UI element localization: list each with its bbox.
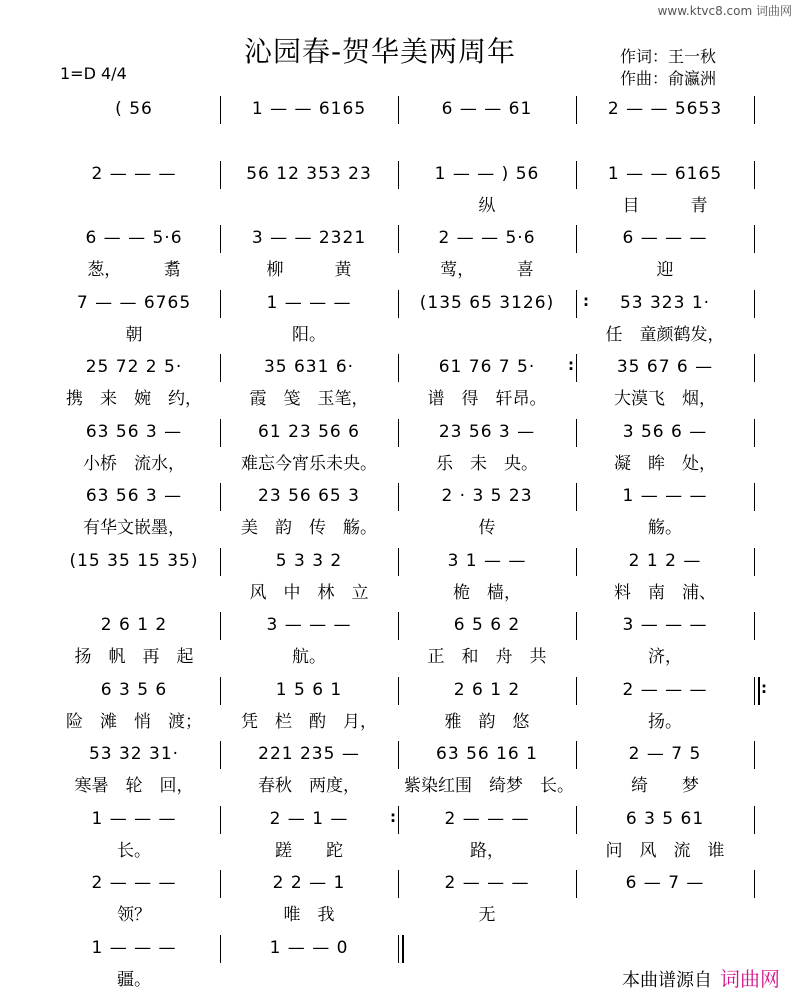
measure-lyrics bbox=[54, 580, 214, 606]
measure-lyrics: 寒暑 轮 回， bbox=[74, 776, 194, 796]
barline bbox=[220, 354, 221, 382]
measure-notes: (135 65 3126) bbox=[419, 292, 555, 313]
measure-lyrics: 春秋 两度， bbox=[258, 776, 360, 796]
measure-notes: 53 323 1· bbox=[619, 292, 711, 313]
measure-lyrics bbox=[54, 128, 214, 154]
song-title: 沁园春-贺华美两周年 bbox=[243, 35, 517, 68]
measure-lyrics: 桅 樯， bbox=[453, 582, 521, 603]
score-system bbox=[48, 675, 760, 745]
barline bbox=[220, 741, 221, 769]
barline bbox=[754, 548, 755, 576]
measure-lyrics bbox=[582, 902, 748, 928]
composer-name: 俞瀛洲 bbox=[668, 69, 717, 88]
notes-row bbox=[48, 417, 760, 447]
measure-notes: 1 — — 6165 bbox=[607, 163, 723, 184]
score-system bbox=[48, 481, 760, 551]
barline bbox=[576, 483, 577, 511]
measure-notes: 56 12 353 23 bbox=[246, 163, 372, 184]
measure-lyrics: 任 童颜鹤发， bbox=[605, 324, 725, 345]
score-system bbox=[48, 546, 760, 616]
barline bbox=[398, 225, 399, 253]
lyric-row bbox=[48, 322, 760, 348]
measure-lyrics bbox=[226, 193, 392, 219]
lyric-row bbox=[48, 451, 760, 477]
measure-notes: 2 — — — bbox=[91, 873, 177, 893]
measure-lyrics: 阳。 bbox=[292, 324, 326, 345]
measure-lyrics: 纵 bbox=[478, 195, 496, 216]
barline bbox=[754, 612, 755, 640]
notes-row bbox=[48, 739, 760, 769]
measure-lyrics bbox=[404, 128, 570, 154]
credits bbox=[620, 46, 716, 90]
measure-notes: 6 5 6 2 bbox=[453, 615, 521, 635]
measure-lyrics: 紫染红围 绮梦 长。 bbox=[404, 776, 574, 796]
barline bbox=[576, 741, 577, 769]
measure-notes: (15 35 15 35) bbox=[69, 550, 199, 571]
measure-lyrics: 传 bbox=[478, 518, 496, 538]
notes-row bbox=[48, 675, 760, 705]
barline bbox=[576, 354, 577, 382]
barline bbox=[398, 483, 399, 511]
barline bbox=[576, 612, 577, 640]
barline bbox=[398, 548, 399, 576]
measure-lyrics: 料 南 浦、 bbox=[614, 582, 716, 603]
measure-notes: 1 — — — bbox=[91, 808, 177, 829]
measure-notes: 3 — — — bbox=[622, 615, 708, 635]
measure-notes: 1 — — 6165 bbox=[251, 99, 367, 119]
measure-lyrics bbox=[226, 128, 392, 154]
measure-notes: 2 — — — bbox=[91, 163, 177, 184]
measure-notes: 7 — — 6765 bbox=[76, 292, 192, 313]
score-system bbox=[48, 288, 760, 358]
footer-brand[interactable]: 词曲网 bbox=[720, 967, 780, 991]
barline bbox=[754, 161, 755, 189]
measure-lyrics: 迎 bbox=[656, 260, 674, 280]
measure-lyrics: 险 滩 悄 渡； bbox=[66, 711, 202, 732]
measure-lyrics: 谱 得 轩昂。 bbox=[427, 389, 547, 409]
measure-notes: 63 56 16 1 bbox=[436, 744, 538, 764]
measure-lyrics: 大漠飞 烟， bbox=[614, 389, 716, 409]
site-watermark: www.ktvc8.com 词曲网 bbox=[657, 4, 792, 18]
barline bbox=[754, 419, 755, 447]
measure-notes: 2 — 1 — bbox=[269, 808, 349, 829]
barline bbox=[398, 741, 399, 769]
measure-notes: 2 — — — bbox=[622, 679, 708, 700]
barline bbox=[398, 806, 399, 834]
measure-lyrics: 霞 笺 玉笔， bbox=[249, 389, 369, 409]
measure-lyrics: 航。 bbox=[292, 647, 326, 667]
measure-lyrics: 有华文嵌墨， bbox=[83, 518, 185, 538]
measure-lyrics: 济， bbox=[648, 647, 682, 667]
barline bbox=[220, 935, 221, 963]
lyric-row bbox=[48, 128, 760, 154]
barline bbox=[576, 161, 577, 189]
composer-row bbox=[620, 68, 716, 90]
lyric-row bbox=[48, 902, 760, 928]
barline bbox=[220, 96, 221, 124]
score-system bbox=[48, 159, 760, 229]
measure-notes: 1 — — — bbox=[91, 937, 177, 958]
measure-notes: 6 — — — bbox=[622, 228, 708, 248]
measure-notes: 2 — — 5653 bbox=[607, 99, 723, 119]
measure-notes: 5 3 3 2 bbox=[275, 550, 343, 571]
barline bbox=[754, 290, 755, 318]
measure-notes: 61 23 56 6 bbox=[258, 421, 360, 442]
barline bbox=[398, 677, 399, 705]
barline bbox=[576, 870, 577, 898]
barline bbox=[220, 612, 221, 640]
measure-notes: 1 — — — bbox=[266, 292, 352, 313]
measure-notes: 2 — 7 5 bbox=[628, 744, 702, 764]
barline bbox=[576, 225, 577, 253]
barline bbox=[754, 870, 755, 898]
measure-notes: 6 — — 5·6 bbox=[85, 228, 183, 248]
lyric-row bbox=[48, 644, 760, 670]
barline bbox=[220, 161, 221, 189]
measure-lyrics: 觞。 bbox=[648, 518, 682, 538]
notes-row bbox=[48, 546, 760, 576]
barline bbox=[398, 612, 399, 640]
measure-lyrics: 唯 我 bbox=[283, 905, 335, 925]
barline bbox=[220, 870, 221, 898]
barline bbox=[576, 290, 577, 318]
measure-lyrics bbox=[404, 967, 570, 993]
source-footer bbox=[622, 963, 780, 992]
measure-notes: 23 56 3 — bbox=[438, 421, 536, 442]
measure-lyrics: 正 和 舟 共 bbox=[427, 647, 547, 667]
measure-notes: 221 235 — bbox=[258, 744, 360, 764]
measure-lyrics: 疆。 bbox=[117, 969, 151, 990]
measure-lyrics: 朝 bbox=[125, 324, 143, 345]
measure-lyrics: 扬 帆 再 起 bbox=[74, 647, 194, 667]
lyric-row bbox=[48, 386, 760, 412]
barline bbox=[754, 677, 755, 705]
score-system bbox=[48, 739, 760, 809]
barline bbox=[576, 419, 577, 447]
measure-notes: 2 6 1 2 bbox=[100, 615, 168, 635]
notes-row bbox=[48, 933, 760, 963]
barline bbox=[576, 806, 577, 834]
barline bbox=[754, 354, 755, 382]
measure-lyrics: 美 韵 传 觞。 bbox=[241, 518, 377, 538]
score-system bbox=[48, 804, 760, 874]
notes-row bbox=[48, 352, 760, 382]
notes-row bbox=[48, 223, 760, 253]
notes-row bbox=[48, 610, 760, 640]
barline bbox=[398, 161, 399, 189]
footer-text: 本曲谱源自 bbox=[622, 970, 712, 991]
lyric-row bbox=[48, 773, 760, 799]
notes-row bbox=[48, 288, 760, 318]
final-barline bbox=[398, 935, 399, 963]
measure-lyrics: 难忘今宵乐未央。 bbox=[241, 453, 377, 474]
measure-notes: 2 — — 5·6 bbox=[438, 228, 536, 248]
measure-lyrics bbox=[226, 967, 392, 993]
measure-lyrics bbox=[404, 322, 570, 348]
measure-lyrics: 问 风 流 谁 bbox=[605, 840, 725, 861]
measure-notes bbox=[404, 933, 570, 963]
measure-lyrics: 葱， 翥 bbox=[87, 260, 181, 280]
barline bbox=[754, 483, 755, 511]
lyricist-label: 作词： bbox=[620, 47, 669, 66]
measure-notes: 1 5 6 1 bbox=[275, 679, 343, 700]
measure-notes: 35 631 6· bbox=[263, 357, 355, 377]
measure-notes: ( 56 bbox=[115, 99, 153, 119]
notes-row bbox=[48, 868, 760, 898]
measure-notes: 35 67 6 — bbox=[616, 357, 714, 377]
score-system bbox=[48, 868, 760, 938]
barline bbox=[220, 419, 221, 447]
measure-lyrics: 小桥 流水， bbox=[83, 453, 185, 474]
lyric-row bbox=[48, 193, 760, 219]
barline bbox=[576, 548, 577, 576]
measure-lyrics: 凭 栏 酌 月， bbox=[241, 711, 377, 732]
barline bbox=[220, 548, 221, 576]
measure-notes: 2 · 3 5 23 bbox=[441, 486, 533, 506]
key-signature: 1=D 4/4 bbox=[60, 64, 127, 83]
score-system bbox=[48, 352, 760, 422]
measure-notes: 6 — 7 — bbox=[625, 873, 705, 893]
measure-lyrics: 扬。 bbox=[648, 711, 682, 732]
measure-lyrics: 无 bbox=[478, 905, 496, 925]
lyric-row bbox=[48, 257, 760, 283]
measure-notes: 2 — — — bbox=[444, 808, 530, 829]
notes-row bbox=[48, 481, 760, 511]
measure-lyrics: 长。 bbox=[117, 840, 151, 861]
measure-notes: 2 — — — bbox=[444, 873, 530, 893]
barline bbox=[220, 290, 221, 318]
barline bbox=[398, 419, 399, 447]
measure-notes: 6 3 5 61 bbox=[625, 808, 705, 829]
lyric-row bbox=[48, 580, 760, 606]
notes-row bbox=[48, 804, 760, 834]
barline bbox=[576, 677, 577, 705]
measure-lyrics: 绮 梦 bbox=[631, 776, 699, 796]
composer-label: 作曲： bbox=[620, 69, 669, 88]
measure-lyrics: 柳 黄 bbox=[266, 260, 352, 280]
score-system bbox=[48, 223, 760, 293]
notes-row bbox=[48, 159, 760, 189]
barline bbox=[754, 741, 755, 769]
measure-notes: 1 — — 0 bbox=[269, 937, 349, 958]
barline bbox=[220, 483, 221, 511]
measure-lyrics: 路， bbox=[470, 840, 504, 861]
barline bbox=[754, 225, 755, 253]
barline bbox=[220, 225, 221, 253]
barline bbox=[398, 96, 399, 124]
barline bbox=[398, 290, 399, 318]
notes-row bbox=[48, 94, 760, 124]
measure-notes: 2 6 1 2 bbox=[453, 679, 521, 700]
measure-notes: 53 32 31· bbox=[88, 744, 180, 764]
measure-notes: 63 56 3 — bbox=[85, 486, 183, 506]
measure-notes: 1 — — — bbox=[622, 486, 708, 506]
measure-lyrics: 风 中 林 立 bbox=[249, 582, 369, 603]
measure-notes: 25 72 2 5· bbox=[85, 357, 183, 377]
lyricist-name: 王一秋 bbox=[668, 47, 717, 66]
measure-notes: 6 — — 61 bbox=[441, 99, 533, 119]
measure-lyrics: 蹉 跎 bbox=[275, 840, 343, 861]
measure-notes: 23 56 65 3 bbox=[258, 486, 360, 506]
measure-notes: 3 — — 2321 bbox=[251, 228, 367, 248]
score-system bbox=[48, 417, 760, 487]
measure-lyrics: 凝 眸 处， bbox=[614, 453, 716, 474]
measure-notes: 3 56 6 — bbox=[622, 421, 708, 442]
measure-notes: 3 — — — bbox=[266, 615, 352, 635]
measure-lyrics: 领？ bbox=[117, 905, 151, 925]
barline bbox=[754, 806, 755, 834]
barline bbox=[576, 96, 577, 124]
barline bbox=[398, 354, 399, 382]
score-system bbox=[48, 610, 760, 680]
score-system bbox=[48, 94, 760, 164]
barline bbox=[220, 806, 221, 834]
measure-notes: 3 1 — — bbox=[447, 550, 527, 571]
measure-lyrics: 雅 韵 悠 bbox=[444, 711, 530, 732]
measure-notes: 6 3 5 6 bbox=[100, 679, 168, 700]
lyricist-row bbox=[620, 46, 716, 68]
measure-lyrics bbox=[54, 193, 214, 219]
measure-notes: 63 56 3 — bbox=[85, 421, 183, 442]
barline bbox=[754, 96, 755, 124]
measure-notes: 2 1 2 — bbox=[628, 550, 702, 571]
measure-lyrics: 乐 未 央。 bbox=[436, 453, 538, 474]
measure-lyrics: 携 来 婉 约， bbox=[66, 389, 202, 409]
barline bbox=[398, 870, 399, 898]
lyric-row bbox=[48, 838, 760, 864]
measure-lyrics bbox=[582, 128, 748, 154]
measure-lyrics: 莺， 喜 bbox=[440, 260, 534, 280]
measure-notes bbox=[582, 933, 748, 963]
measure-lyrics: 目 青 bbox=[622, 195, 708, 216]
lyric-row bbox=[48, 515, 760, 541]
measure-notes: 1 — — ) 56 bbox=[434, 163, 540, 184]
measure-notes: 61 76 7 5· bbox=[438, 357, 536, 377]
lyric-row bbox=[48, 709, 760, 735]
barline bbox=[220, 677, 221, 705]
measure-notes: 2 2 — 1 bbox=[272, 873, 346, 893]
